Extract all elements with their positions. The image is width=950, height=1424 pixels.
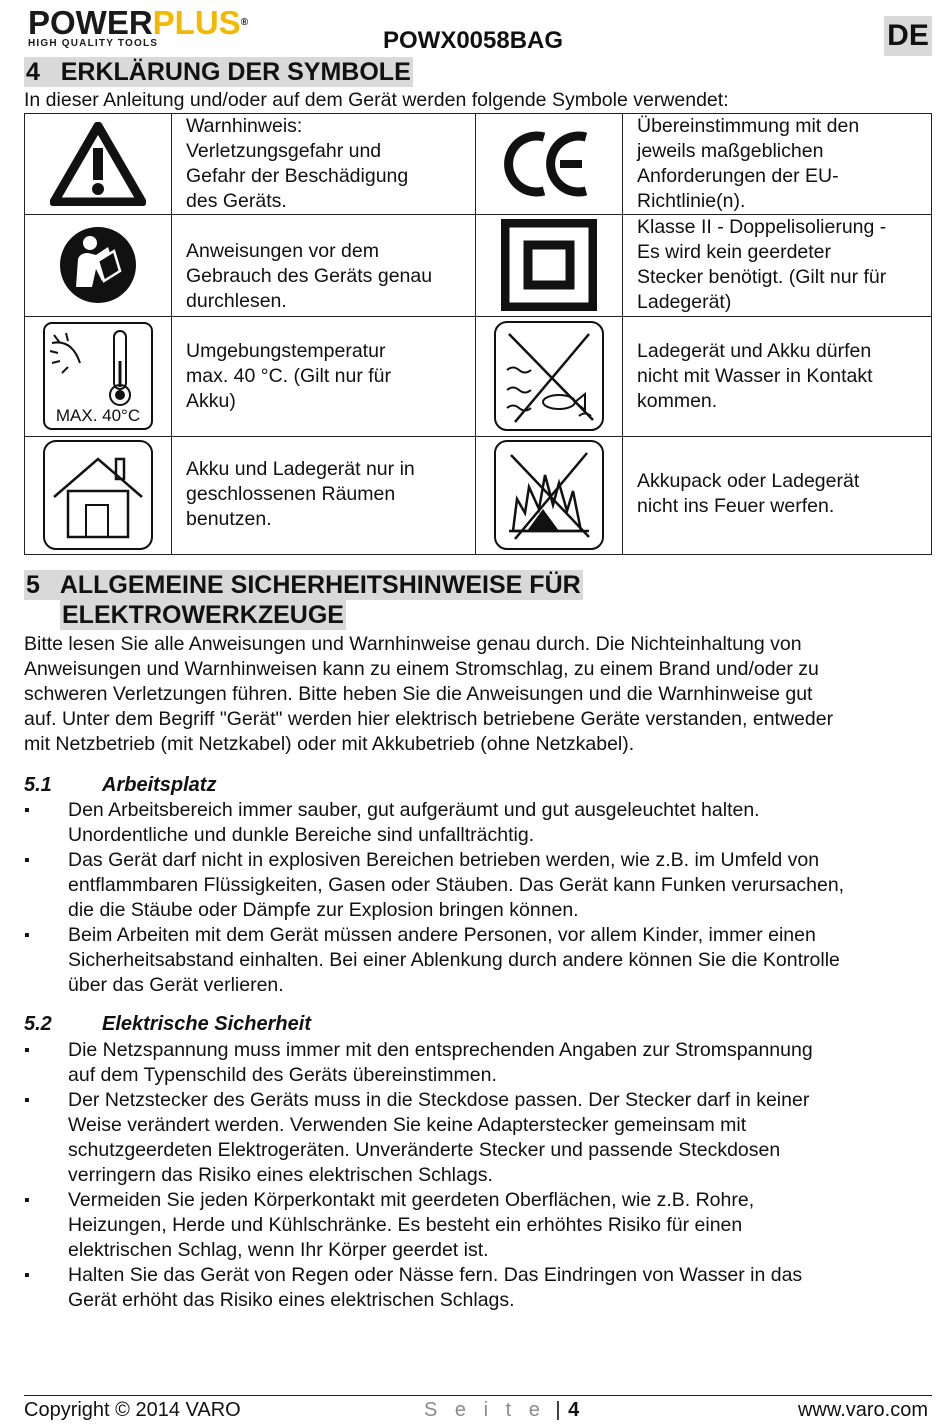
list-item: ▪ Halten Sie das Gerät von Regen oder Nässe fern. Das Eindringen von Wasser in das Gerät erhöht das Risiko eines elektrischen Schlags.: [24, 1263, 934, 1313]
symbol-cell: [476, 114, 623, 215]
footer-page-number: 4: [568, 1399, 580, 1421]
symbols-table: [24, 113, 932, 555]
list-item: ▪ Die Netzspannung muss immer mit den entsprechenden Angaben zur Stromspannung auf dem Typenschild des Geräts übereinstimmen.: [24, 1038, 934, 1088]
symbol-description: Anweisungen vor dem Gebrauch des Geräts genau durchlesen.: [172, 215, 476, 317]
list-item: ▪ Der Netzstecker des Geräts muss in die Steckdose passen. Der Stecker darf in keiner Weise verändert werden. Verwenden Sie keine Adapterstecker gemeinsam mit schutzgeerdeten Elektrogeräten. Unveränderte Stecker und passende Steckdosen verringern das Risiko eines elektrischen Schlags.: [24, 1088, 934, 1188]
ce-mark-icon: [504, 129, 594, 199]
indoor-use-house-icon: [42, 439, 154, 551]
subsection-5-1-title: Arbeitsplatz: [102, 774, 217, 796]
symbol-cell: [25, 215, 172, 317]
footer-page-indicator: [424, 1399, 579, 1422]
subsection-5-2-title: Elektrische Sicherheit: [102, 1013, 311, 1035]
footer-copyright: Copyright © 2014 VARO: [24, 1399, 241, 1421]
footer-separator: |: [555, 1399, 561, 1421]
symbol-cell: [25, 317, 172, 437]
section-4-title: 4 ERKLÄRUNG DER SYMBOLE: [26, 58, 411, 86]
section-5-intro: Bitte lesen Sie alle Anweisungen und Warnhinweise genau durch. Die Nichteinhaltung von Anweisungen und Warnhinweisen kann zu einem Stromschlag, zu einem Brand und/oder zu schweren Verletzungen führen. Bitte heben Sie die Anweisungen und die Warnhinweise gut auf. Unter dem Begriff "Gerät" werden hier elektrisch betriebene Geräte verstanden, entweder mit Netzbetrieb (mit Netzkabel) oder mit Akkubetrieb (ohne Netzkabel).: [24, 633, 834, 755]
section-4-intro: In dieser Anleitung und/oder auf dem Gerät werden folgende Symbole verwendet:: [24, 89, 729, 111]
list-item: ▪ Vermeiden Sie jeden Körperkontakt mit geerdeten Oberflächen, wie z.B. Rohre, Heizungen, Herde und Kühlschränke. Es besteht ein erhöhtes Risiko für einen elektrischen Schlag, wenn Ihr Körper geerdet ist.: [24, 1188, 934, 1263]
footer-seite-label: S e i t e: [424, 1399, 546, 1421]
warning-triangle-icon: [50, 122, 146, 206]
symbol-description: Übereinstimmung mit den jeweils maßgeblichen Anforderungen der EU- Richtlinie(n).: [623, 114, 932, 215]
symbol-description: Warnhinweis: Verletzungsgefahr und Gefahr der Beschädigung des Geräts.: [172, 114, 476, 215]
symbol-description: Klasse II - Doppelisolierung - Es wird kein geerdeter Stecker benötigt. (Gilt nur für Ladegerät): [623, 215, 932, 317]
subsection-5-1-number: 5.1: [24, 774, 52, 796]
symbol-cell: [476, 215, 623, 317]
symbol-cell: [25, 437, 172, 555]
subsection-5-2-number: 5.2: [24, 1013, 52, 1035]
no-water-icon: [493, 320, 605, 432]
symbol-cell: [476, 437, 623, 555]
symbol-cell: [25, 114, 172, 215]
read-manual-icon: [58, 225, 138, 305]
footer-divider: [24, 1395, 932, 1396]
list-item: ▪ Das Gerät darf nicht in explosiven Bereichen betrieben werden, wie z.B. im Umfeld von entflammbaren Flüssigkeiten, Gasen oder Stäuben. Das Gerät kann Funken verursachen, die die Stäube oder Dämpfe zur Explosion bringen können.: [24, 848, 934, 923]
max-temperature-icon: [42, 321, 154, 431]
symbol-description: Akkupack oder Ladegerät nicht ins Feuer werfen.: [623, 437, 932, 555]
electrical-safety-bullet-list: [24, 1038, 934, 1313]
section-5-title-line2: ELEKTROWERKZEUGE: [62, 601, 344, 629]
no-fire-icon: [493, 439, 605, 551]
symbol-description: Akku und Ladegerät nur in geschlossenen Räumen benutzen.: [172, 437, 476, 555]
symbol-description: Umgebungstemperatur max. 40 °C. (Gilt nur für Akku): [172, 317, 476, 437]
symbol-description: Ladegerät und Akku dürfen nicht mit Wasser in Kontakt kommen.: [623, 317, 932, 437]
brand-logo: POWERPLUS® HIGH QUALITY TOOLS: [28, 4, 249, 49]
section-5-title: 5 ALLGEMEINE SICHERHEITSHINWEISE FÜR: [26, 571, 581, 599]
footer-website-link[interactable]: www.varo.com: [797, 1399, 928, 1421]
model-number: POWX0058BAG: [383, 27, 564, 54]
symbol-cell: [476, 317, 623, 437]
class-ii-double-insulation-icon: [501, 219, 597, 311]
language-badge: DE: [884, 16, 932, 56]
list-item: ▪ Den Arbeitsbereich immer sauber, gut aufgeräumt und gut ausgeleuchtet halten. Unordentliche und dunkle Bereiche sind unfallträchtig.: [24, 798, 934, 848]
svg-text:MAX. 40°C: MAX. 40°C: [55, 406, 141, 425]
workplace-bullet-list: [24, 798, 934, 998]
list-item: ▪ Beim Arbeiten mit dem Gerät müssen andere Personen, vor allem Kinder, immer einen Sicherheitsabstand einhalten. Bei einer Ablenkung durch andere können Sie die Kontrolle über das Gerät verlieren.: [24, 923, 934, 998]
